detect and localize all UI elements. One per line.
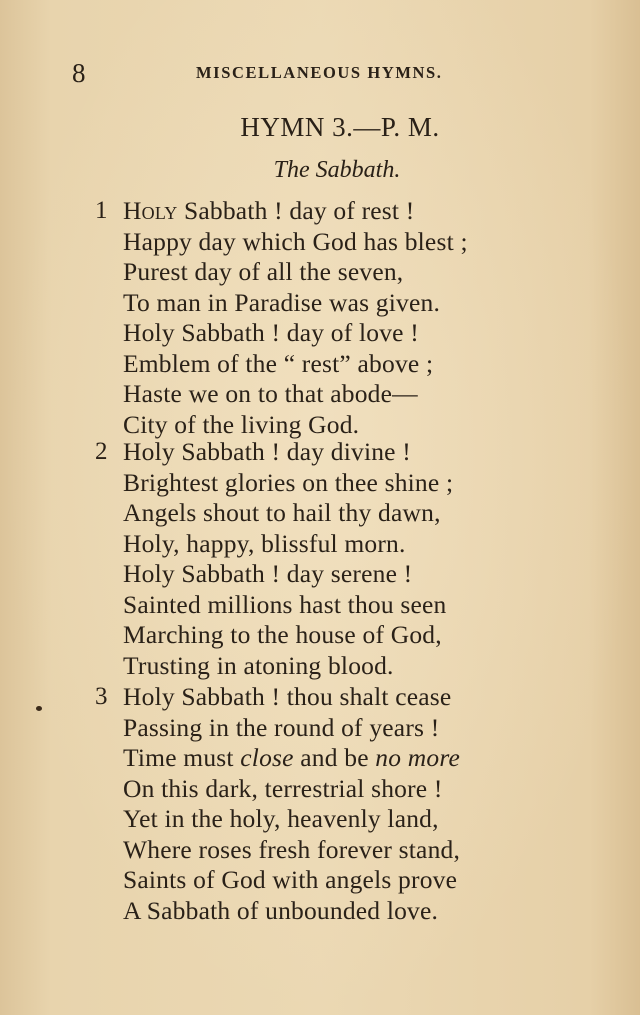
- stanza-line: Yet in the holy, heavenly land,: [123, 804, 439, 833]
- stanza-line: To man in Paradise was given.: [123, 287, 441, 317]
- stanza-line: Emblem of the “ rest” above ;: [123, 348, 434, 378]
- stanza-number: 1: [95, 197, 108, 224]
- stanza-line: City of the living God.: [123, 409, 360, 439]
- stanza-line: Holy Sabbath ! day of love !: [123, 318, 419, 347]
- stanza-line: Happy day which God has blest ;: [123, 226, 468, 256]
- stanza-number: 2: [95, 438, 108, 465]
- stanza-line: Haste we on to that abode—: [123, 379, 418, 408]
- line-fragment: and be: [293, 743, 376, 772]
- stanza-number: 3: [95, 683, 108, 710]
- hymn-subtitle: The Sabbath.: [273, 157, 401, 183]
- stanza-line: Purest day of all the seven,: [123, 257, 404, 286]
- hymn-title: HYMN 3.—P. M.: [240, 112, 440, 142]
- stanza-line: Holy Sabbath ! day serene !: [123, 559, 413, 588]
- stanza-lines: [123, 196, 468, 440]
- line-fragment: Time must: [123, 743, 241, 772]
- stanza-line: Angels shout to hail thy dawn,: [123, 498, 441, 527]
- stanza-line: Marching to the house of God,: [123, 620, 442, 649]
- first-line-rest: Sabbath ! day of rest !: [177, 196, 415, 225]
- stanza-lines: [123, 437, 453, 681]
- first-word-small-caps: Holy: [123, 196, 178, 225]
- stanza-line: Holy Sabbath ! day divine !: [123, 437, 411, 466]
- stanza-line: [123, 743, 460, 774]
- stanza-line: Holy, happy, blissful morn.: [123, 528, 406, 558]
- stanza-line: Passing in the round of years !: [123, 712, 440, 742]
- stanza-line: On this dark, terrestrial shore !: [123, 773, 443, 803]
- stanza-line: [123, 196, 468, 227]
- stanza-line: Holy Sabbath ! thou shalt cease: [123, 682, 452, 711]
- stanza-line: Saints of God with angels prove: [123, 865, 458, 894]
- stanza-line: Where roses fresh forever stand,: [123, 834, 461, 864]
- stanza-line: Sainted millions hast thou seen: [123, 589, 447, 619]
- stanza-lines: [123, 682, 460, 926]
- ink-blemish: [36, 706, 42, 711]
- italic-word: no more: [375, 743, 461, 772]
- italic-word: close: [240, 743, 294, 772]
- stanza-line: A Sabbath of unbounded love.: [123, 895, 439, 925]
- stanza-line: Brightest glories on thee shine ;: [123, 467, 454, 497]
- running-head: MISCELLANEOUS HYMNS.: [196, 63, 443, 82]
- stanza-line: Trusting in atoning blood.: [123, 650, 394, 680]
- page-number: 8: [72, 58, 86, 88]
